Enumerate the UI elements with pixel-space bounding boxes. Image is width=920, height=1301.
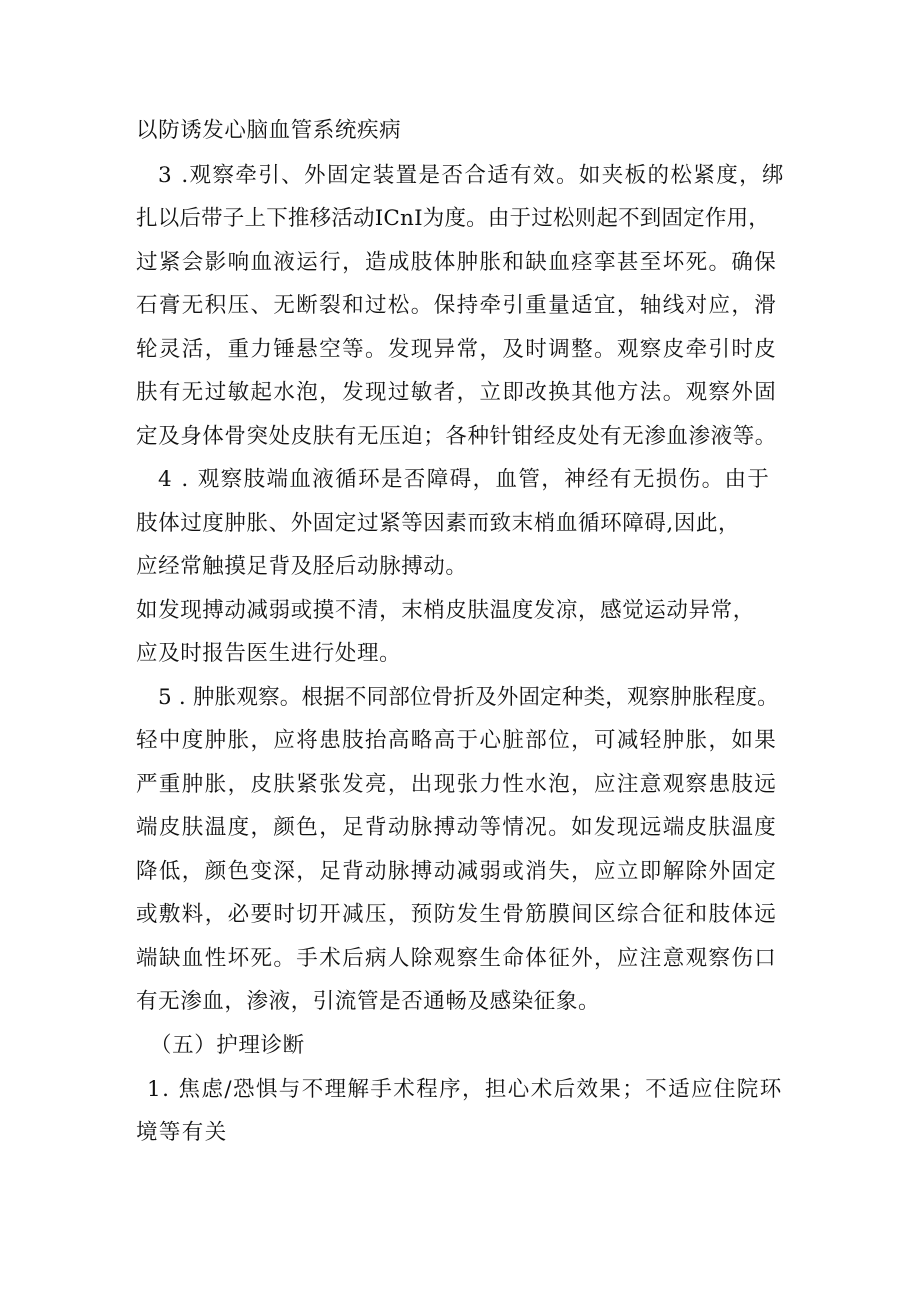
text-line: 端皮肤温度，颜色，足背动脉搏动等情况。如发现远端皮肤温度	[136, 815, 778, 840]
text-line: 轮灵活，重力锤悬空等。发现异常，及时调整。观察皮牵引时皮	[136, 337, 778, 362]
text-line: 3 .观察牵引、外固定装置是否合适有效。如夹板的松紧度，绑	[158, 163, 785, 188]
text-line: 肢体过度肿胀、外固定过紧等因素而致末梢血循环障碍,因此，	[136, 511, 741, 536]
text-line: 严重肿胀，皮肤紧张发亮，出现张力性水泡，应注意观察患肢远	[136, 772, 778, 797]
text-line: 应及时报告医生进行处理。	[136, 641, 402, 666]
text-line: 以防诱发心脑血管系统疾病	[136, 118, 402, 143]
text-line: 轻中度肿胀，应将患肢抬高略高于心脏部位，可减轻肿胀，如果	[136, 728, 778, 753]
text-line: 应经常触摸足背及胫后动脉搏动。	[136, 554, 468, 579]
text-line: 扎以后带子上下推移活动ICnI为度。由于过松则起不到固定作用，	[136, 206, 770, 231]
text-line: 如发现搏动减弱或摸不清，末梢皮肤温度发凉，感觉运动异常，	[136, 598, 755, 623]
section-heading: （五）护理诊断	[150, 1033, 305, 1058]
text-line: 1. 焦虑/恐惧与不理解手术程序，担心术后效果；不适应住院环	[147, 1077, 783, 1102]
text-line: 定及身体骨突处皮肤有无压迫；各种针钳经皮处有无渗血渗液等。	[136, 424, 777, 449]
text-line: 5 . 肿胀观察。根据不同部位骨折及外固定种类，观察肿胀程度。	[158, 685, 779, 710]
text-line: 或敷料，必要时切开减压，预防发生骨筋膜间区综合征和肢体远	[136, 902, 778, 927]
text-line: 过紧会影响血液运行，造成肢体肿胀和缺血痉挛甚至坏死。确保	[136, 250, 778, 275]
text-line: 降低，颜色变深，足背动脉搏动减弱或消失，应立即解除外固定	[136, 859, 778, 884]
text-line: 端缺血性坏死。手术后病人除观察生命体征外，应注意观察伤口	[136, 946, 778, 971]
text-line: 有无渗血，渗液，引流管是否通畅及感染征象。	[136, 989, 601, 1014]
text-line: 肤有无过敏起水泡，发现过敏者，立即改换其他方法。观察外固	[136, 380, 778, 405]
text-line: 4 . 观察肢端血液循环是否障碍，血管，神经有无损伤。由于	[158, 467, 771, 492]
text-line: 石膏无积压、无断裂和过松。保持牵引重量适宜，轴线对应，滑	[136, 293, 778, 318]
text-line: 境等有关	[136, 1120, 228, 1145]
